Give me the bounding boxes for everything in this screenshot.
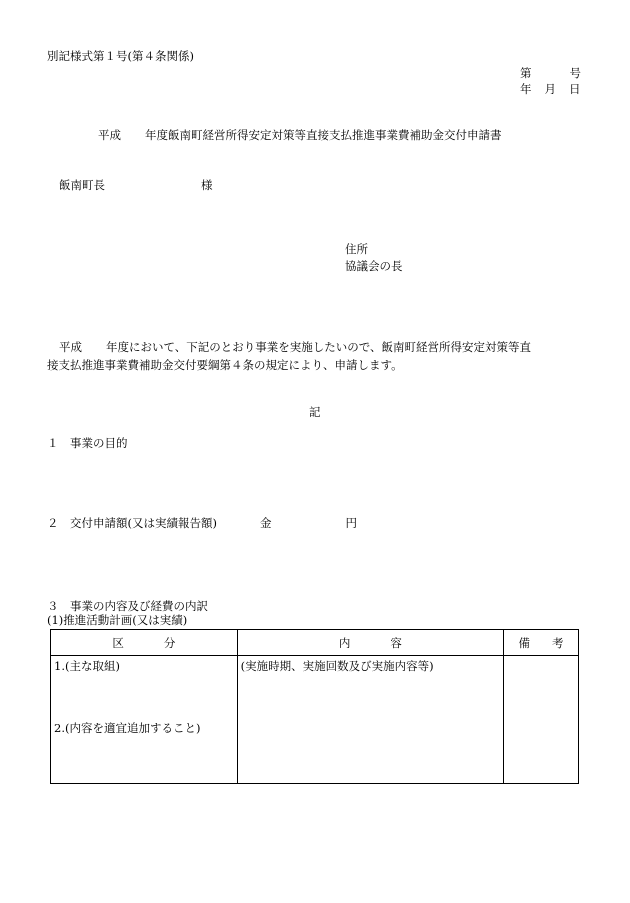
amount-en: 円: [345, 516, 357, 530]
applicant-head-label: 協議会の長: [345, 259, 403, 273]
document-date: [520, 82, 581, 96]
section-2-label: ２ 交付申請額(又は実績報告額): [47, 516, 217, 530]
header-bikou: 備 考: [504, 630, 579, 656]
body-era: 平成: [59, 340, 82, 354]
amount-kin: 金: [259, 516, 272, 530]
body-line2: 接支払推進事業費補助金交付要綱第４条の規定により、申請します。: [47, 358, 403, 372]
reference-number: [520, 66, 581, 80]
section-3-subheading: (1)推進活動計画(又は実績): [47, 613, 188, 627]
ref-dai: 第: [520, 66, 532, 80]
ref-go: 号: [569, 66, 581, 80]
activity-plan-table: [50, 629, 579, 784]
addressee-honorific: 様: [201, 178, 213, 192]
ki-heading: 記: [309, 405, 321, 419]
header-kubun: 区 分: [51, 630, 238, 656]
header-naiyou: 内 容: [237, 630, 503, 656]
date-day: 日: [569, 82, 581, 96]
table-header-row: [51, 630, 579, 656]
title-era: 平成: [98, 128, 121, 142]
addressee: [59, 178, 213, 192]
application-body: [47, 338, 587, 374]
document-title: [98, 128, 502, 142]
date-month: 月: [544, 82, 556, 96]
date-year: 年: [520, 82, 532, 96]
section-3-heading: ３ 事業の内容及び経費の内訳: [47, 599, 208, 613]
content-note: (実施時期、実施回数及び実施内容等): [240, 659, 434, 673]
kubun-cell: [51, 656, 238, 784]
naiyou-cell: [237, 656, 503, 784]
item-2-label: 2.(内容を適宜追加すること): [54, 721, 201, 735]
title-text: 年度飯南町経営所得安定対策等直接支払推進事業費補助金交付申請書: [145, 128, 502, 142]
table-row: [51, 656, 579, 784]
addressee-name: 飯南町長: [59, 178, 105, 192]
body-line1: 年度において、下記のとおり事業を実施したいので、飯南町経営所得安定対策等直: [106, 340, 532, 354]
section-2-amount: [47, 516, 357, 530]
remarks-cell: [504, 656, 579, 784]
item-1-label: 1.(主な取組): [54, 659, 120, 673]
applicant-address-label: 住所: [345, 242, 368, 256]
section-1-purpose: １ 事業の目的: [47, 436, 128, 450]
form-label: 別記様式第１号(第４条関係): [47, 49, 194, 63]
